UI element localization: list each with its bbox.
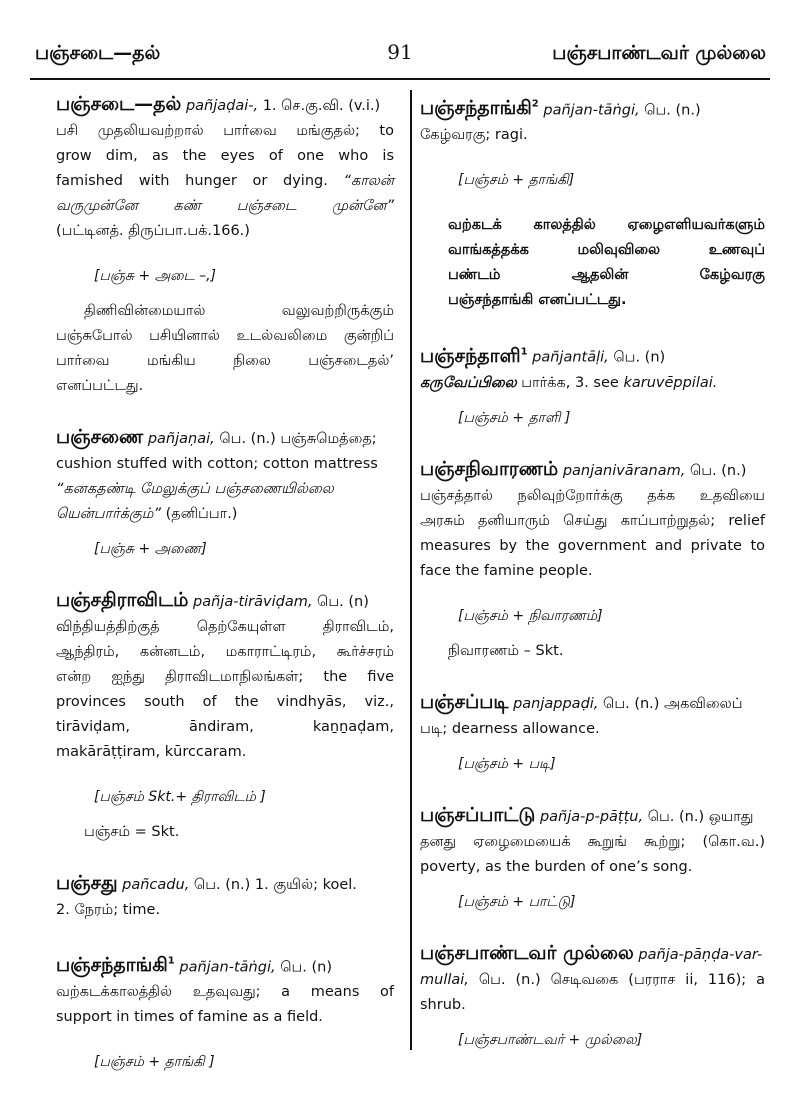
- definition-line: shrub.: [420, 996, 466, 1013]
- note-line: வற்கடக் காலத்தில் ஏழைஎளியவர்களும்: [448, 217, 765, 234]
- page-number: 91: [387, 40, 413, 64]
- transliteration: pañjan-tāṅgi,: [179, 959, 276, 976]
- etymology: [பஞ்சம் Skt.+ திராவிடம் ]: [94, 789, 266, 805]
- definition-line: 2. நேரம்; time.: [56, 902, 161, 918]
- definition-line: படி; dearness allowance.: [420, 720, 600, 737]
- note-line: திணிவின்மையால் வலுவற்றிருக்கும்: [84, 303, 394, 319]
- transliteration: pañja-pāṇḍa-var-: [638, 946, 763, 963]
- note-line: பஞ்சுபோல் பசியினால் உடல்வலிமை குன்றிப்: [56, 328, 394, 344]
- note-line: பஞ்சம் = Skt.: [84, 824, 180, 840]
- etymology: [பஞ்சபாண்டவர் + முல்லை]: [458, 1031, 643, 1048]
- etymology: [பஞ்சம் + நிவாரணம்]: [458, 607, 603, 624]
- entry-panjanthangi-2: [420, 92, 765, 313]
- grammar: பெ. (n): [317, 594, 369, 610]
- note-line: பஞ்சந்தாங்கி எனப்பட்டது.: [448, 292, 627, 309]
- note-line: பார்வை மங்கிய நிலை பஞ்சடைதல்’: [56, 353, 394, 369]
- transliteration: pañja-p-pāṭṭu,: [539, 808, 644, 825]
- definition-line: பஞ்சத்தால் நலிவுற்றோர்க்கு தக்க உதவியை: [420, 487, 765, 504]
- definition-line: என்ற ஐந்து திராவிடமாநிலங்கள்; the five: [56, 669, 394, 685]
- entry-panjanai: [56, 425, 394, 562]
- definition-line: support in times of famine as a field.: [56, 1009, 323, 1026]
- running-header-left: பஞ்சடை—தல்: [35, 42, 161, 64]
- quotation-line: “கனகதண்டி மேலுக்குப் பஞ்சணையில்லை: [56, 481, 334, 497]
- entry-panjappadi: [420, 690, 765, 777]
- headword: பஞ்சபாண்டவர் முல்லை: [420, 941, 634, 964]
- definition-line: mullai, பெ. (n.) செடிவகை (பரராச ii, 116); a: [420, 971, 766, 988]
- transliteration: pañjantāḷi,: [532, 349, 609, 366]
- left-column: [56, 92, 394, 1075]
- transliteration: panjanivāranam,: [562, 462, 686, 479]
- header-rule: [30, 78, 770, 80]
- definition-line: grow dim, as the eyes of one who is: [56, 148, 394, 164]
- definition-line: cushion stuffed with cotton; cotton mattress: [56, 456, 378, 472]
- entry-panjanthali: [420, 339, 765, 430]
- grammar: பெ. (n.) அகவிலைப்: [603, 695, 743, 712]
- grammar: பெ. (n.) பஞ்சுமெத்தை;: [219, 431, 377, 447]
- quotation-line: வருமுன்னே கண் பஞ்சடை முன்னே”: [56, 198, 394, 214]
- note-line: எனப்பட்டது.: [56, 378, 144, 394]
- etymology: [பஞ்சம் + பாட்டு]: [458, 893, 576, 910]
- etymology: [பஞ்சம் + தாங்கி]: [458, 172, 575, 189]
- grammar: பெ. (n.) 1. குயில்; koel.: [193, 877, 357, 893]
- quotation-line: யென்பார்க்கும்” (தனிப்பா.): [56, 506, 238, 522]
- entry-panjadai-thal: [56, 92, 394, 399]
- definition-line: tirāviḍam, āndiram, kaṉṉaḍam,: [56, 719, 394, 735]
- definition-line: விந்தியத்திற்குத் தெற்கேயுள்ள திராவிடம்,: [56, 619, 394, 635]
- headword: பஞ்சப்பாட்டு: [420, 803, 536, 826]
- headword: பஞ்சணை: [56, 426, 144, 448]
- definition-line: அரசும் தனியாரும் செய்து காப்பாற்றுதல்; relief: [420, 512, 765, 529]
- etymology: [பஞ்சம் + தாங்கி ]: [94, 1054, 215, 1071]
- definition-line: வற்கடக்காலத்தில் உதவுவது; a means of: [56, 984, 394, 1001]
- grammar: பெ. (n.) ஒயாது: [647, 808, 754, 825]
- headword: பஞ்சநிவாரணம்: [420, 457, 559, 480]
- headword: பஞ்சந்தாங்கி$^1$: [56, 954, 175, 977]
- grammar: 1. செ.கு.வி. (v.i.): [262, 98, 381, 114]
- headword: பஞ்சடை—தல்: [56, 93, 182, 115]
- definition-line: கருவேப்பிலை பார்க்க, 3. see karuvēppilai.: [420, 374, 718, 391]
- etymology: [பஞ்சு + அணை]: [94, 541, 207, 557]
- entry-panjapandavar-mullai: [420, 941, 765, 1053]
- definition-line: makārāṭṭiram, kūrccaram.: [56, 744, 247, 760]
- definition-line: ஆந்திரம், கன்னடம், மகாராட்டிரம், கூர்ச்சரம்: [56, 644, 394, 660]
- definition-line: measures by the government and private to: [420, 537, 765, 554]
- headword: பஞ்சதிராவிடம்: [56, 589, 189, 611]
- etymology: [பஞ்சு + அடை –,]: [94, 268, 216, 284]
- etymology: [பஞ்சம் + தாளி ]: [458, 409, 571, 426]
- definition-line: பசி முதலியவற்றால் பார்வை மங்குதல்; to: [56, 123, 394, 139]
- headword: பஞ்சப்படி: [420, 690, 509, 713]
- note-line: நிவாரணம் – Skt.: [448, 642, 564, 659]
- definition-line: provinces south of the vindhyās, viz.,: [56, 694, 394, 710]
- definition-line: கேழ்வரகு; ragi.: [420, 127, 528, 144]
- definition-line: famished with hunger or dying. “காலன்: [56, 173, 394, 189]
- definition-line: poverty, as the burden of one’s song.: [420, 858, 693, 875]
- transliteration: pañcadu,: [122, 877, 190, 893]
- headword: பஞ்சந்தாளி$^1$: [420, 344, 528, 367]
- transliteration: pañjaḍai-,: [185, 98, 259, 114]
- entry-panjanivaranam: [420, 457, 765, 664]
- entry-panjadu: [56, 871, 394, 923]
- grammar: பெ. (n): [613, 349, 666, 366]
- transliteration: pañja-tirāviḍam,: [193, 594, 313, 610]
- definition-line: தனது ஏழைமையைக் கூறுங் கூற்று; (கொ.வ.): [420, 833, 765, 850]
- entry-panjanthangi-1: [56, 949, 394, 1075]
- headword: பஞ்சந்தாங்கி$^2$: [420, 97, 539, 120]
- transliteration: pañjan-tāṅgi,: [543, 102, 640, 119]
- note-line: வாங்கத்தக்க மலிவுவிலை உணவுப்: [448, 242, 765, 259]
- entry-panjathiravidam: [56, 588, 394, 845]
- definition-line: face the famine people.: [420, 562, 593, 579]
- note-line: பண்டம் ஆதலின் கேழ்வரகு: [448, 267, 765, 284]
- grammar: பெ. (n.): [689, 462, 747, 479]
- headword: பஞ்சது: [56, 872, 118, 894]
- right-column: [420, 92, 765, 1053]
- entry-panjappattu: [420, 803, 765, 915]
- grammar: பெ. (n.): [644, 102, 701, 119]
- citation: (பட்டினத். திருப்பா.பக்.166.): [56, 223, 250, 239]
- transliteration: panjappaḍi,: [513, 695, 599, 712]
- etymology: [பஞ்சம் + படி]: [458, 755, 556, 772]
- grammar: பெ. (n): [280, 959, 332, 976]
- running-header-right: பஞ்சபாண்டவர் முல்லை: [552, 42, 766, 64]
- column-divider: [410, 90, 412, 1050]
- transliteration: pañjaṇai,: [147, 431, 215, 447]
